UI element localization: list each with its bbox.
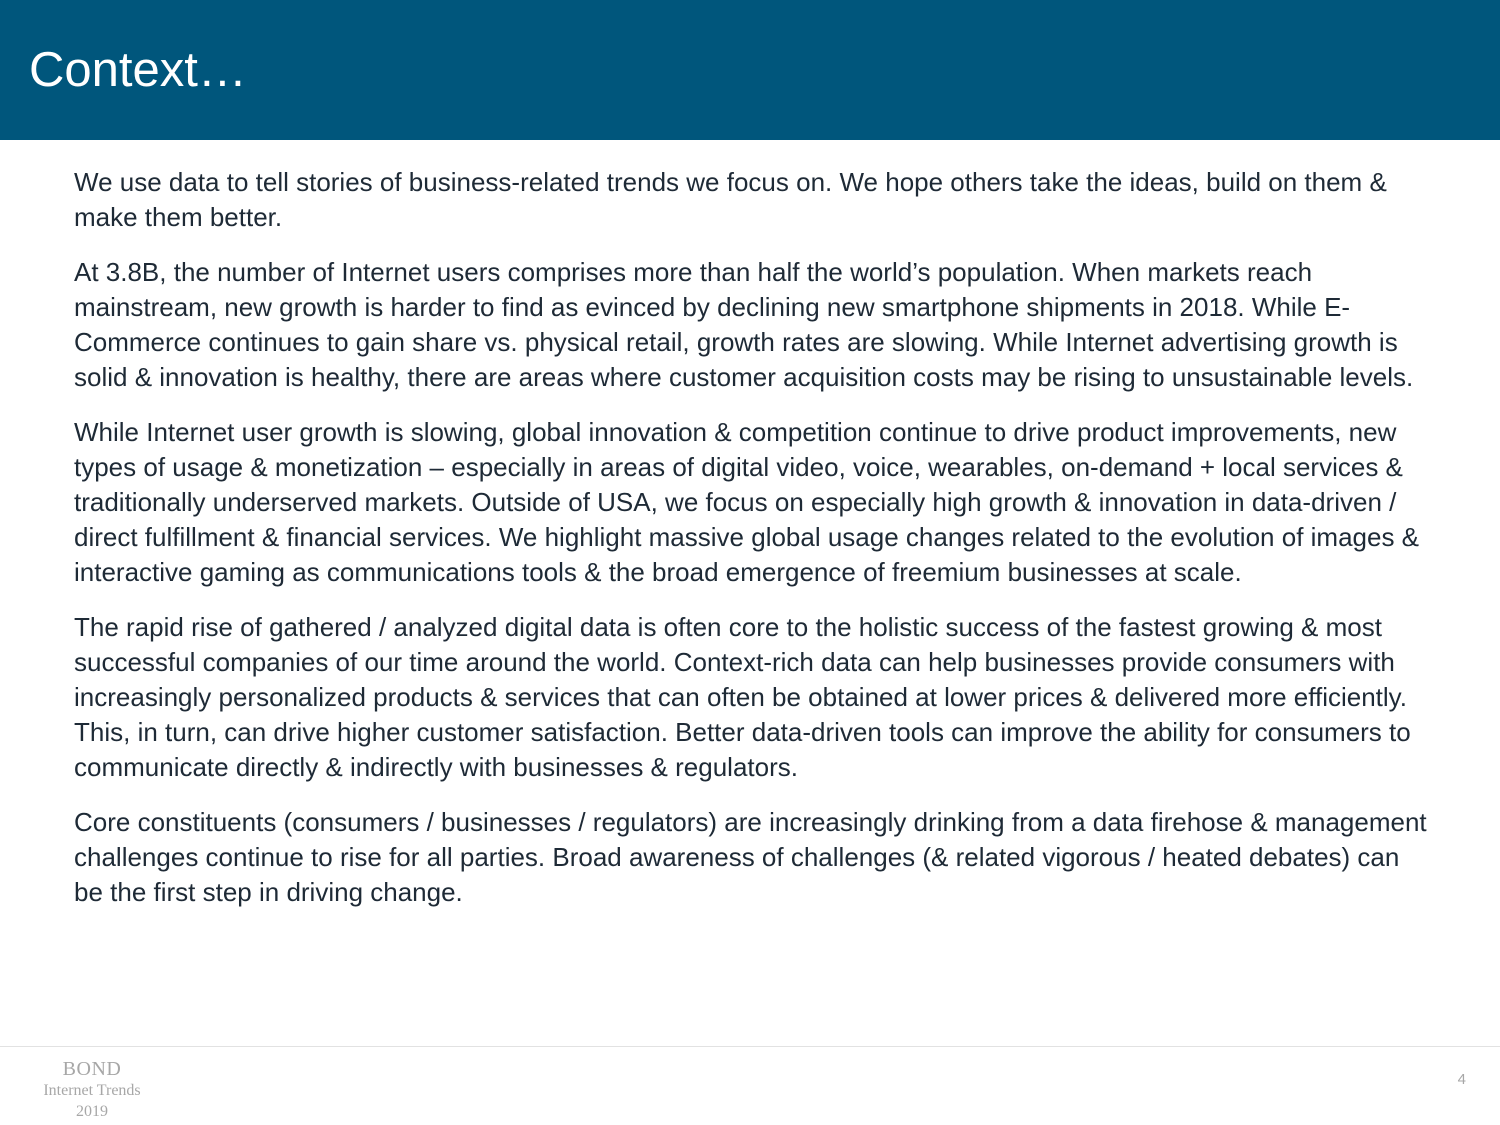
header-bar [0, 0, 1500, 140]
footer-report-name: Internet Trends [43, 1082, 141, 1099]
footer-logo [22, 1058, 162, 1122]
paragraph-3: While Internet user growth is slowing, global innovation & competition continue to drive product improvements, new types of usage & monetization – especially in areas of digital video, voice, wearables, on-demand + local services & traditionally underserved markets. Outside of USA, we focus on especially high growth & innovation in data-driven / direct fulfillment & financial services. We highlight massive global usage changes related to the evolution of images & interactive gaming as communications tools & the broad emergence of freemium businesses at scale. [74, 417, 1420, 587]
footer-divider [0, 1046, 1500, 1047]
paragraph-2: At 3.8B, the number of Internet users comprises more than half the world’s population. When markets reach mainstream, new growth is harder to find as evinced by declining new smartphone shipments in 2018. While E-Commerce continues to gain share vs. physical retail, growth rates are slowing. While Internet advertising growth is solid & innovation is healthy, there are areas where customer acquisition costs may be rising to unsustainable levels. [74, 257, 1414, 392]
footer-brand: BOND [62, 1058, 122, 1080]
page-title: Context… [29, 43, 247, 97]
paragraph-1: We use data to tell stories of business-related trends we focus on. We hope others take the ideas, build on them & make them better. [74, 167, 1387, 232]
body-text [74, 165, 1434, 930]
paragraph-4: The rapid rise of gathered / analyzed digital data is often core to the holistic success of the fastest growing & most successful companies of our time around the world. Context-rich data can help businesses provide consumers with increasingly personalized products & services that can often be obtained at lower prices & delivered more efficiently. This, in turn, can drive higher customer satisfaction. Better data-driven tools can improve the ability for consumers to communicate directly & indirectly with businesses & regulators. [74, 612, 1411, 782]
footer-report-year: 2019 [76, 1103, 108, 1120]
page-number: 4 [1457, 1071, 1466, 1088]
paragraph-5: Core constituents (consumers / businesses / regulators) are increasingly drinking from a data firehose & management challenges continue to rise for all parties. Broad awareness of challenges (& related vigorous / heated debates) can be the first step in driving change. [74, 807, 1427, 907]
